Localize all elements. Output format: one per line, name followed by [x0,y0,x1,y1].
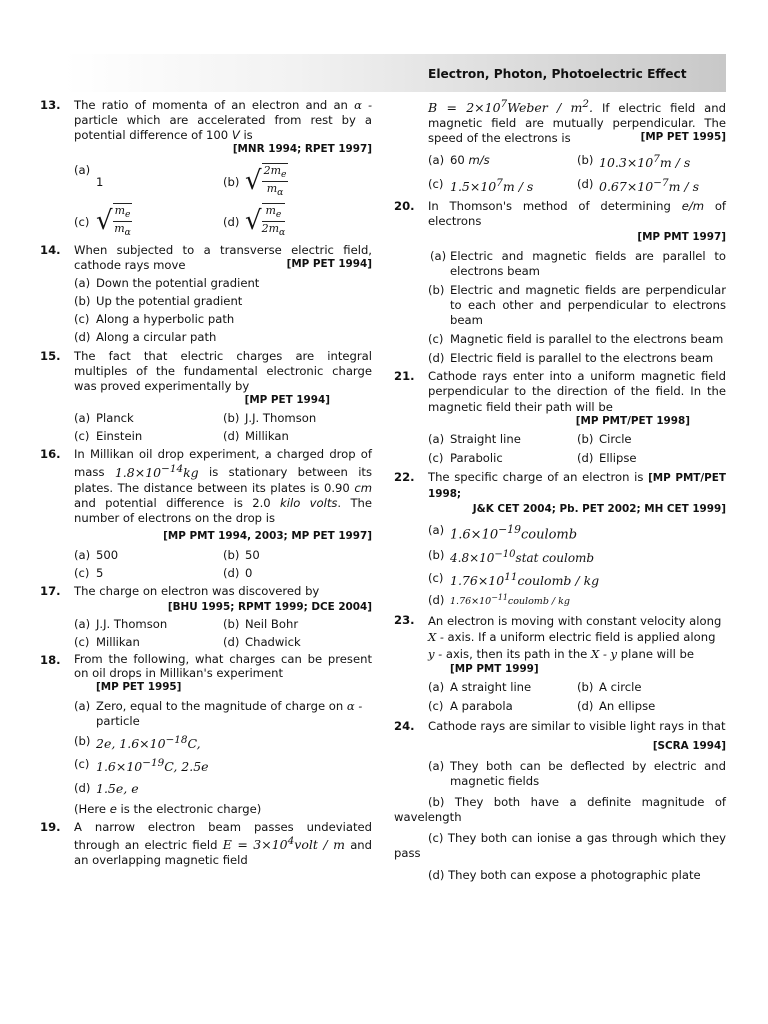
option-d[interactable]: (d) $1.76\times 10^{-11}coulomb$ / kg [428,593,570,608]
question-18: 18. From the following, what charges can be present on oil drops in Millikan's experiment [40,652,372,681]
option-a[interactable]: (a) Straight line [428,432,521,447]
option-b[interactable]: (b) 2e, $1.6\times 10^{-18}C$, [74,733,201,751]
option-a[interactable]: (a) $1.6\times 10^{-19}coulomb$ [428,522,578,543]
option-c[interactable]: (c) Parabolic [428,451,503,466]
question-22: 22. The specific charge of an electron is [MP PMT/PET 1998; [394,470,726,500]
option-a[interactable]: (a) 500 [74,547,119,562]
question-19-continued: $B = 2\times 10^7Weber / m^2$. If electric field and magnetic field are mutually perpendicular. The speed of the electrons is [MP PET 1995] [428,98,726,146]
option-a[interactable]: (a) J.J. Thomson [74,617,168,632]
option-b[interactable]: (b) Up the potential gradient [74,294,243,309]
question-20: 20. In Thomson's method of determining e/m of electrons [394,199,727,229]
option-a[interactable]: (a) 60 m/s [428,152,490,167]
option-a[interactable]: (a) Electric and magnetic fields are parallel to electrons beam [430,248,726,279]
option-b[interactable]: (b) Circle [577,432,632,447]
option-b[interactable]: (b) J.J. Thomson [223,411,317,426]
option-b[interactable]: (b) Electric and magnetic fields are perpendicular to each other and perpendicular to electrons beam [428,283,726,328]
options-row [74,163,372,199]
question-number: 13. [40,98,61,112]
option-a[interactable]: (a) They both can be deflected by electric and magnetic fields [428,759,726,789]
option-d[interactable]: (d) Electric field is parallel to the electrons beam [428,351,714,366]
option-a[interactable]: (a) Down the potential gradient [74,276,260,291]
option-d[interactable]: (d) An ellipse [577,699,656,714]
question-17: 17. The charge on electron was discovered by [40,583,320,598]
option-b[interactable]: (b) √ $\frac{2m_e}{m_\alpha}$ [223,163,287,198]
option-d[interactable]: (d) √ $\frac{m_e}{2m_\alpha}$ [223,203,286,239]
option-a[interactable]: (a) Zero, equal to the magnitude of charge on α - particle [74,698,363,728]
option-d[interactable]: (d) 0 [223,565,253,580]
sqrt-fraction: √ $\frac{m_e}{m_\alpha}$ [96,203,131,239]
option-c[interactable]: (c) 5 [74,565,104,580]
page-header [64,54,726,92]
question-14: 14. When subjected to a transverse electric field, cathode rays move [MP PET 1994] [40,243,372,273]
option-c[interactable]: (c) Magnetic field is parallel to the electrons beam [428,332,724,347]
question-15: 15. The fact that electric charges are integral multiples of the fundamental electronic charge was proved experimentally by [40,348,372,393]
option-b[interactable]: (b) $4.8\times 10^{-10}stat$ coulomb [428,548,595,566]
option-d[interactable]: (d) $0.67\times 10^{-7}m / s$ [577,176,699,195]
option-b[interactable]: (b) 50 [223,547,260,562]
option-b[interactable]: (b) Neil Bohr [223,617,299,632]
question-21: 21. Cathode rays enter into a uniform magnetic field perpendicular to the direction of the field. In the magnetic field their path will be [394,369,726,414]
question-text: The ratio of momenta of an electron and an α - particle which are accelerated from rest by a potential difference of 100 V is [74,98,372,143]
header-title: Electron, Photon, Photoelectric Effect [428,67,687,81]
question-16: 16. In Millikan oil drop experiment, a charged drop of mass $1.8\times 10^{-14}kg$ is stationary between its plates. The distance between its plates is 0.90 cm and potential difference is 2.0 kilo volts. The number of electrons on the drop is [40,447,373,525]
option-b[interactable]: (b) They both have a definite magnitude of wavelength [394,795,726,825]
option-c[interactable]: (c) Along a hyperbolic path [74,312,235,327]
option-d[interactable]: (d) Millikan [223,429,289,444]
question-23: 23. An electron is moving with constant velocity along X - axis. If a uniform electric field is applied along y - axis, then its path in the X - y plane will be [394,612,722,662]
option-d[interactable]: (d) They both can expose a photographic plate [428,867,701,882]
option-c[interactable]: (c) They both can ionise a gas through which they pass [394,831,727,861]
option-c[interactable]: (c) Einstein [74,429,143,444]
question-13 [40,98,372,143]
option-c[interactable]: (c) $1.5\times 10^7m / s$ [428,176,534,195]
option-a[interactable]: (a) Planck [74,411,134,426]
option-d[interactable]: (d) Chadwick [223,635,301,650]
option-c[interactable]: (c) Millikan [74,635,140,650]
option-b[interactable]: (b) $10.3\times 10^7m / s$ [577,152,691,170]
option-a[interactable]: (a) A straight line [428,680,532,695]
options-row [74,203,372,239]
option-c[interactable]: (c) $1.76\times 10^{11}coulomb$ / kg [428,570,600,588]
question-source: [MNR 1994; RPET 1997] [232,143,372,156]
option-c[interactable]: (c) $1.6\times 10^{-19}C$, 2.5e [74,757,209,775]
left-column: 13. The ratio of momenta of an electron and an α - particle which are accelerated from rest by a potential difference of 100 V is [MNR 1994; RPET 1997] (a) 1 (b) √ $\frac{2m_e}{m_\alpha}$ (c) √ $\frac{m_e}{m_\alpha}$ (d) √ $\frac{m_e}{2m_\alpha}$ 14. When subjected to a transverse electric field, cathode rays move [MP PET 1994] (a) Down the potential gradient (b) Up the potential gradient (c) Along a hyperbolic path (d) Along a circular path 15. The fact that electric charges are integral multiples of the fundamental electronic charge was proved experimentally by [MP PET 1994] (a) Planck (b) J.J. Thomson (c) Einstein (d) Millikan 16. In Millikan oil drop experiment, a charged drop of mass $1.8\times 10^{-14}kg$ is stationary between its plates. The distance between its plates is 0.90 cm and potential difference is 2.0 kilo volts. The number of electrons on the drop is [MP PMT 1994, 2003; MP PET 1997] (a) 500 (b) 50 (c) 5 (d) 0 17. The charge on electron was discovered by [BHU 1995; RPMT 1999; DCE 2004] (a) J.J. Thomson (b) Neil Bohr (c) Millikan (d) Chadwick 18. From the following, what charges can be present on oil drops in Millikan's experiment [MP PET 1995] (a) Zero, equal to the magnitude of charge on α - particle (b) 2e, $1.6\times 10^{-18}C$, (c) $1.6\times 10^{-19}C$, 2.5e (d) 1.5e, e (Here e is the electronic charge) 19. A narrow electron beam passes undeviated through an electric field $E = 3\times 10^4volt / m$ and an overlapping magnetic field [40,98,373,868]
option-c[interactable]: (c) A parabola [428,699,513,714]
question-24: 24. Cathode rays are similar to visible light rays in that [394,718,726,733]
right-column: $B = 2\times 10^7Weber / m^2$. If electric field and magnetic field are mutually perpendicular. The speed of the electrons is [MP PET 1995] (a) 60 m/s (b) $10.3\times 10^7m / s$ (c) $1.5\times 10^7m / s$ (d) $0.67\times 10^{-7}m / s$ 20. In Thomson's method of determining e/m of electrons [MP PMT 1997] (a) Electric and magnetic fields are parallel to electrons beam (b) Electric and magnetic fields are perpendicular to each other and perpendicular to electrons beam (c) Magnetic field is parallel to the electrons beam (d) Electric field is parallel to the electrons beam 21. Cathode rays enter into a uniform magnetic field perpendicular to the direction of the field. In the magnetic field their path will be [MP PMT/PET 1998] (a) Straight line (b) Circle (c) Parabolic (d) Ellipse 22. The specific charge of an electron is [MP PMT/PET 1998; J&K CET 2004; Pb. PET 2002; MH CET 1999] (a) $1.6\times 10^{-19}coulomb$ (b) $4.8\times 10^{-10}stat$ coulomb (c) $1.76\times 10^{11}coulomb$ / kg (d) $1.76\times 10^{-11}coulomb$ / kg 23. An electron is moving with constant velocity along X - axis. If a uniform electric field is applied along y - axis, then its path in the X - y plane will be [MP PMT 1999] (a) A straight line (b) A circle (c) A parabola (d) An ellipse 24. Cathode rays are similar to visible light rays in that [SCRA 1994] (a) They both can be deflected by electric and magnetic fields (b) They both have a definite magnitude of wavelength (c) They both can ionise a gas through which they pass (d) They both can expose a photographic plate [394,98,727,882]
sqrt-fraction: √ $\frac{2m_e}{m_\alpha}$ [245,163,287,198]
option-d[interactable]: (d) 1.5e, e [74,780,139,796]
question-19: 19. A narrow electron beam passes undeviated through an electric field $E = 3\times 10^4volt / m$ and an overlapping magnetic field [40,819,373,868]
option-d[interactable]: (d) Ellipse [577,451,637,466]
option-c[interactable]: (c) √ $\frac{m_e}{m_\alpha}$ [74,203,131,239]
note: (Here e is the electronic charge) [74,801,262,816]
option-a[interactable]: (a) 1 [74,162,104,189]
option-d[interactable]: (d) Along a circular path [74,330,217,345]
option-b[interactable]: (b) A circle [577,680,642,695]
sqrt-fraction: √ $\frac{m_e}{2m_\alpha}$ [245,203,286,239]
